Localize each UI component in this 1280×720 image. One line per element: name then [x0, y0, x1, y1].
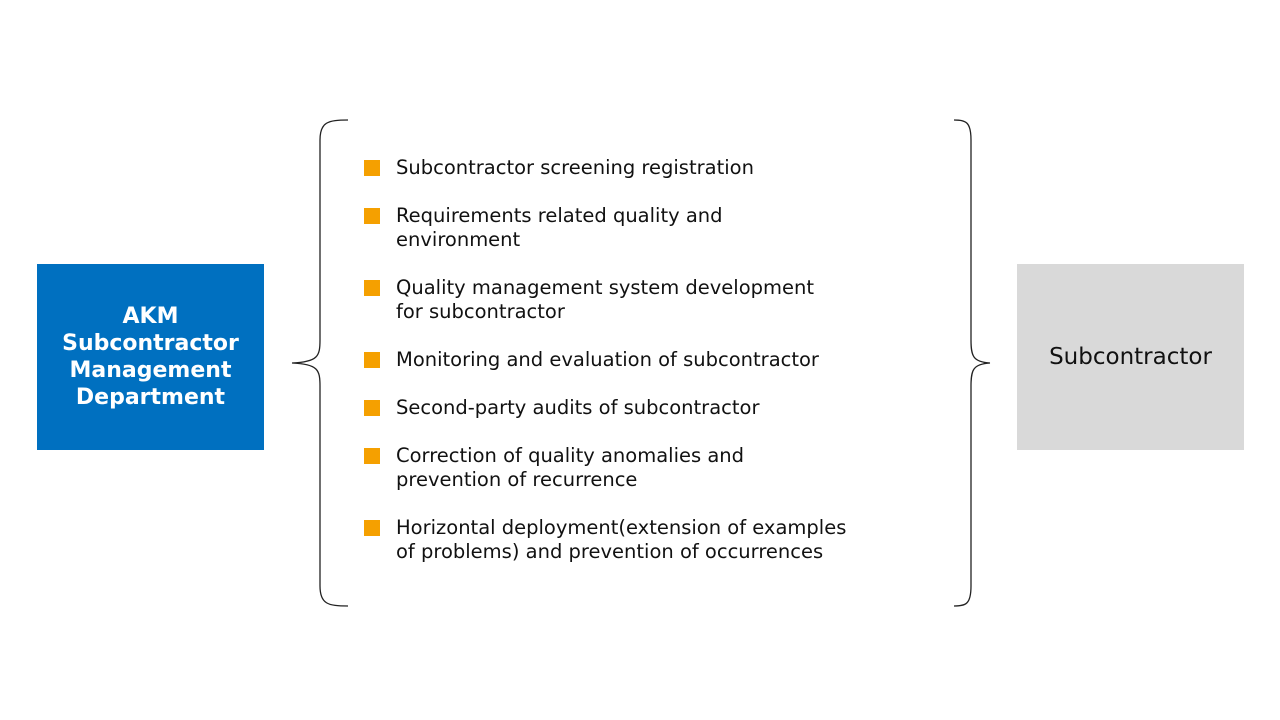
square-bullet-icon — [364, 160, 380, 176]
square-bullet-icon — [364, 352, 380, 368]
list-item-text: Second-party audits of subcontractor — [396, 396, 760, 419]
subcontractor-box — [1017, 264, 1244, 450]
list-item — [364, 204, 954, 252]
list-item — [364, 156, 954, 180]
akm-department-label: AKM Subcontractor Management Department — [62, 304, 239, 410]
square-bullet-icon — [364, 520, 380, 536]
list-item-text: Monitoring and evaluation of subcontractor — [396, 348, 819, 371]
management-activity-list — [364, 156, 954, 588]
square-bullet-icon — [364, 448, 380, 464]
list-item — [364, 516, 954, 564]
square-bullet-icon — [364, 280, 380, 296]
akm-department-box — [37, 264, 264, 450]
list-item-text: Correction of quality anomalies and prevention of recurrence — [396, 444, 745, 491]
left-curly-brace — [292, 120, 348, 606]
list-item — [364, 276, 954, 324]
square-bullet-icon — [364, 208, 380, 224]
list-item-text: Quality management system development for subcontractor — [396, 276, 815, 323]
list-item-text: Requirements related quality and environment — [396, 204, 723, 251]
list-item — [364, 348, 954, 372]
subcontractor-label: Subcontractor — [1049, 344, 1212, 370]
list-item — [364, 444, 954, 492]
right-curly-brace — [954, 120, 990, 606]
list-item-text: Subcontractor screening registration — [396, 156, 754, 179]
list-item — [364, 396, 954, 420]
list-item-text: Horizontal deployment(extension of examples of problems) and prevention of occurrences — [396, 516, 847, 563]
square-bullet-icon — [364, 400, 380, 416]
